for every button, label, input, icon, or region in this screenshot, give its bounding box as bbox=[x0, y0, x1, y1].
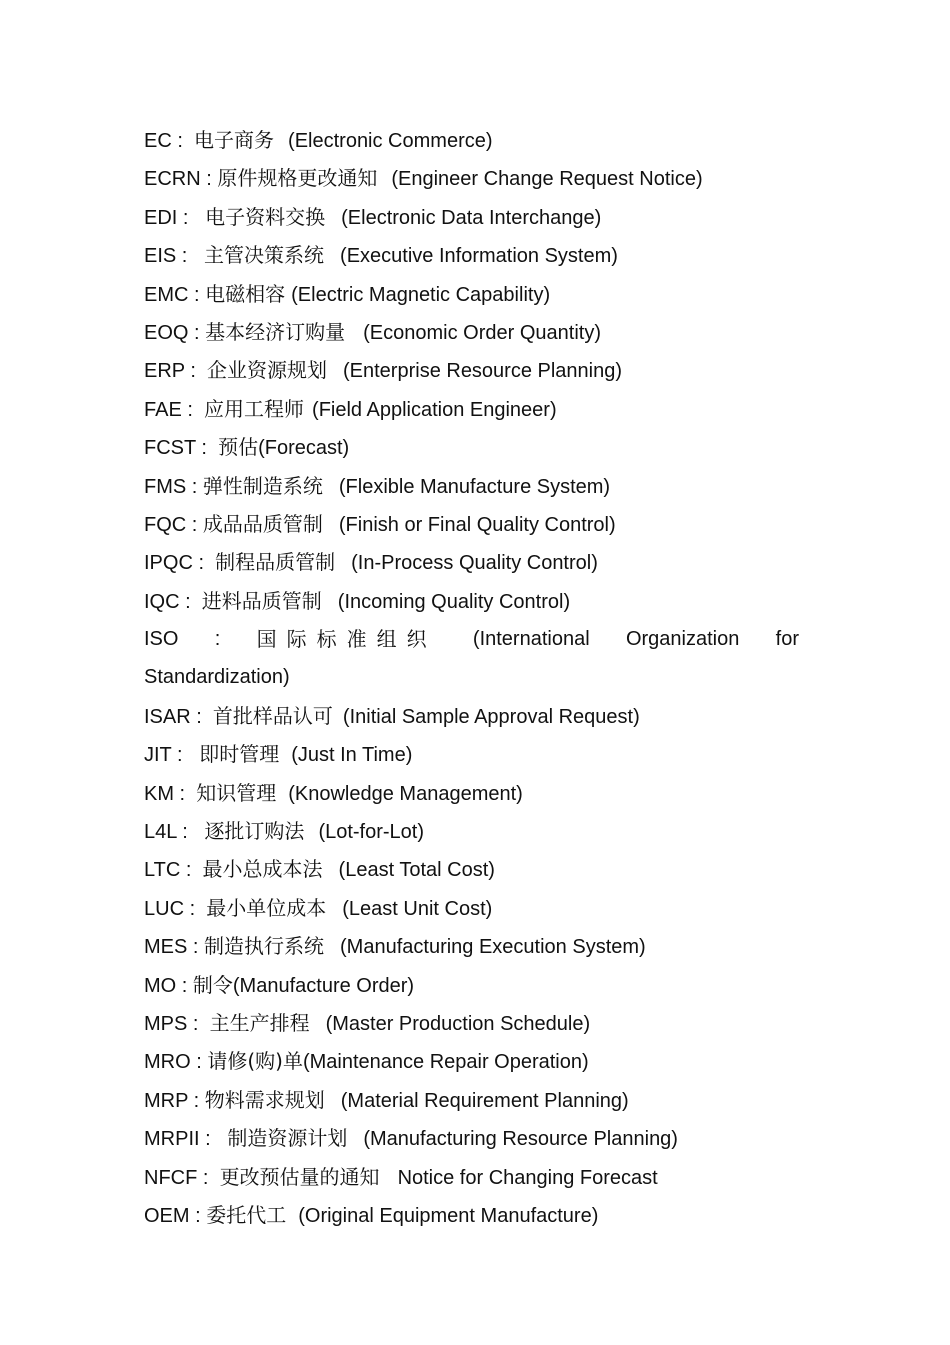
glossary-entry-l4l bbox=[144, 812, 799, 850]
chinese-definition: 基本经济订购量 bbox=[205, 319, 346, 344]
separator: : bbox=[197, 1166, 220, 1189]
english-expansion: (Master Production Schedule) bbox=[325, 1013, 591, 1035]
english-expansion: (Flexible Manufacture System) bbox=[338, 475, 611, 498]
glossary-entry-oem bbox=[144, 1196, 799, 1234]
separator: : bbox=[186, 475, 203, 498]
term: MRP bbox=[144, 1089, 189, 1112]
glossary-entry-eis bbox=[144, 236, 799, 274]
term: JIT bbox=[144, 744, 172, 767]
glossary-entry-emc bbox=[144, 275, 799, 313]
separator: : bbox=[179, 590, 202, 613]
term: LUC bbox=[144, 897, 185, 920]
separator: : bbox=[189, 1204, 207, 1227]
separator: : bbox=[176, 974, 193, 997]
chinese-definition: 原件规格更改通知 bbox=[217, 166, 378, 191]
chinese-definition: 主管决策系统 bbox=[204, 243, 325, 268]
term: ERP bbox=[144, 360, 185, 383]
english-expansion: (Field Application Engineer) bbox=[312, 398, 557, 421]
chinese-definition: 制令 bbox=[192, 972, 233, 997]
iso-justified-line bbox=[144, 620, 799, 658]
english-expansion: (Economic Order Quantity) bbox=[363, 321, 601, 344]
glossary-entry-ecrn bbox=[144, 159, 799, 197]
term: EC bbox=[144, 130, 172, 152]
english-expansion: (Least Total Cost) bbox=[338, 859, 495, 882]
term: FMS bbox=[144, 475, 187, 498]
term: MES bbox=[144, 936, 188, 959]
english-expansion: (Finish or Final Quality Control) bbox=[338, 513, 616, 536]
english-expansion: (In-Process Quality Control) bbox=[351, 552, 598, 575]
term: EOQ bbox=[144, 321, 189, 344]
english-expansion: (Electronic Data Interchange) bbox=[341, 206, 602, 229]
glossary-entry-km bbox=[144, 774, 799, 812]
chinese-definition: 首批样品认可 bbox=[212, 703, 333, 728]
separator: : bbox=[199, 1128, 228, 1151]
chinese-definition: 制造资源计划 bbox=[227, 1126, 348, 1151]
glossary-entry-fae bbox=[144, 390, 799, 428]
separator: : bbox=[171, 130, 195, 152]
english-word-3: for bbox=[775, 628, 799, 651]
separator: : bbox=[192, 552, 216, 575]
chinese-definition: 成品品质管制 bbox=[202, 511, 323, 536]
term: IPQC bbox=[144, 552, 193, 575]
glossary-entry-ipqc bbox=[144, 543, 799, 581]
chinese-definition: 应用工程师 bbox=[204, 396, 305, 421]
iso-continuation: Standardization) bbox=[144, 666, 290, 689]
english-expansion: (Just In Time) bbox=[291, 744, 413, 767]
chinese-definition: 弹性制造系统 bbox=[202, 473, 323, 498]
glossary-entry-mrp bbox=[144, 1081, 799, 1119]
glossary-entry-edi bbox=[144, 198, 799, 236]
separator: : bbox=[180, 859, 203, 882]
glossary-entry-isar bbox=[144, 697, 799, 735]
chinese-definition: 制造执行系统 bbox=[204, 934, 325, 959]
term: OEM bbox=[144, 1204, 190, 1227]
term: LTC bbox=[144, 859, 181, 882]
glossary-entry-fqc bbox=[144, 505, 799, 543]
english-expansion: (Maintenance Repair Operation) bbox=[302, 1051, 589, 1074]
chinese-definition: 更改预估量的通知 bbox=[219, 1164, 380, 1189]
chinese-definition: 请修(购)单 bbox=[207, 1049, 303, 1074]
english-expansion: (Manufacturing Execution System) bbox=[340, 936, 646, 959]
separator: : bbox=[184, 360, 207, 383]
separator: : bbox=[181, 398, 205, 421]
separator: : bbox=[188, 283, 206, 306]
glossary-entry-ec bbox=[144, 121, 799, 159]
glossary-entry-mps bbox=[144, 1004, 799, 1042]
chinese-definition: 最小单位成本 bbox=[206, 895, 327, 920]
glossary-entry-iso bbox=[144, 620, 799, 697]
glossary-entry-iqc bbox=[144, 582, 799, 620]
chinese-definition: 国际标准组织 bbox=[256, 627, 437, 652]
term: EIS bbox=[144, 245, 177, 268]
english-expansion: Notice for Changing Forecast bbox=[397, 1166, 658, 1189]
english-expansion: (Original Equipment Manufacture) bbox=[298, 1204, 599, 1227]
term: FAE bbox=[144, 398, 182, 421]
chinese-definition: 预估 bbox=[218, 435, 259, 460]
separator: : bbox=[190, 1051, 208, 1074]
separator: : bbox=[177, 206, 206, 229]
chinese-definition: 最小总成本法 bbox=[202, 857, 323, 882]
english-expansion: (Executive Information System) bbox=[340, 245, 618, 268]
english-expansion: (Initial Sample Approval Request) bbox=[342, 705, 640, 728]
glossary-entry-mes bbox=[144, 927, 799, 965]
term: FCST bbox=[144, 437, 196, 460]
glossary-entry-ltc bbox=[144, 850, 799, 888]
chinese-definition: 进料品质管制 bbox=[201, 588, 322, 613]
chinese-definition: 电子资料交换 bbox=[205, 204, 326, 229]
glossary-entry-mrpii bbox=[144, 1119, 799, 1157]
chinese-definition: 逐批订购法 bbox=[204, 819, 305, 844]
separator: : bbox=[186, 513, 203, 536]
chinese-definition: 即时管理 bbox=[199, 742, 280, 767]
term: FQC bbox=[144, 513, 187, 536]
english-expansion: (Enterprise Resource Planning) bbox=[343, 360, 623, 383]
term: NFCF bbox=[144, 1166, 198, 1189]
chinese-definition: 电子商务 bbox=[194, 128, 275, 152]
separator: : bbox=[188, 321, 206, 344]
english-expansion: (Engineer Change Request Notice) bbox=[391, 168, 703, 191]
glossary-entry-fms bbox=[144, 467, 799, 505]
term: ISAR bbox=[144, 705, 191, 728]
term: MRO bbox=[144, 1051, 191, 1074]
term: L4L bbox=[144, 821, 177, 844]
glossary-entry-mro bbox=[144, 1042, 799, 1080]
separator: : bbox=[174, 782, 197, 805]
term: ISO bbox=[144, 628, 179, 651]
english-expansion: (Manufacturing Resource Planning) bbox=[363, 1128, 678, 1151]
glossary-list bbox=[144, 121, 799, 1234]
glossary-entry-mo bbox=[144, 966, 799, 1004]
term: MPS bbox=[144, 1013, 188, 1035]
separator-colon: : bbox=[214, 628, 221, 651]
english-expansion: (Electric Magnetic Capability) bbox=[291, 283, 551, 306]
english-expansion: (Least Unit Cost) bbox=[342, 897, 493, 920]
chinese-definition: 知识管理 bbox=[196, 780, 277, 805]
separator: : bbox=[200, 168, 218, 191]
separator: : bbox=[176, 821, 205, 844]
separator: : bbox=[190, 705, 213, 728]
separator: : bbox=[195, 437, 219, 460]
chinese-definition: 企业资源规划 bbox=[207, 358, 327, 383]
term: EMC bbox=[144, 283, 189, 306]
separator: : bbox=[171, 744, 200, 767]
english-expansion: (Knowledge Management) bbox=[288, 782, 523, 805]
term: IQC bbox=[144, 590, 180, 613]
glossary-entry-luc bbox=[144, 889, 799, 927]
english-word-2: Organization bbox=[625, 628, 740, 651]
chinese-definition: 主生产排程 bbox=[209, 1011, 310, 1035]
separator: : bbox=[176, 245, 205, 268]
english-word-1: (International bbox=[472, 628, 590, 651]
glossary-entry-jit bbox=[144, 735, 799, 773]
separator: : bbox=[188, 1089, 205, 1112]
separator: : bbox=[187, 936, 205, 959]
chinese-definition: 电磁相容 bbox=[205, 281, 286, 306]
english-expansion: (Manufacture Order) bbox=[232, 974, 415, 997]
english-expansion: (Lot-for-Lot) bbox=[318, 821, 425, 844]
english-expansion: (Incoming Quality Control) bbox=[337, 590, 571, 613]
separator: : bbox=[184, 897, 207, 920]
separator: : bbox=[187, 1013, 210, 1035]
chinese-definition: 物料需求规划 bbox=[204, 1087, 325, 1112]
term: MO bbox=[144, 974, 177, 997]
term: MRPII bbox=[144, 1128, 200, 1151]
glossary-entry-erp bbox=[144, 351, 799, 389]
term: KM bbox=[144, 782, 174, 805]
term: ECRN bbox=[144, 168, 201, 191]
glossary-entry-eoq bbox=[144, 313, 799, 351]
chinese-definition: 制程品质管制 bbox=[215, 550, 336, 575]
glossary-entry-nfcf bbox=[144, 1158, 799, 1196]
english-expansion: (Electronic Commerce) bbox=[288, 130, 493, 152]
english-expansion: (Forecast) bbox=[258, 437, 350, 460]
english-expansion: (Material Requirement Planning) bbox=[340, 1089, 629, 1112]
chinese-definition: 委托代工 bbox=[206, 1202, 287, 1227]
glossary-entry-fcst bbox=[144, 428, 799, 466]
term: EDI bbox=[144, 206, 178, 229]
